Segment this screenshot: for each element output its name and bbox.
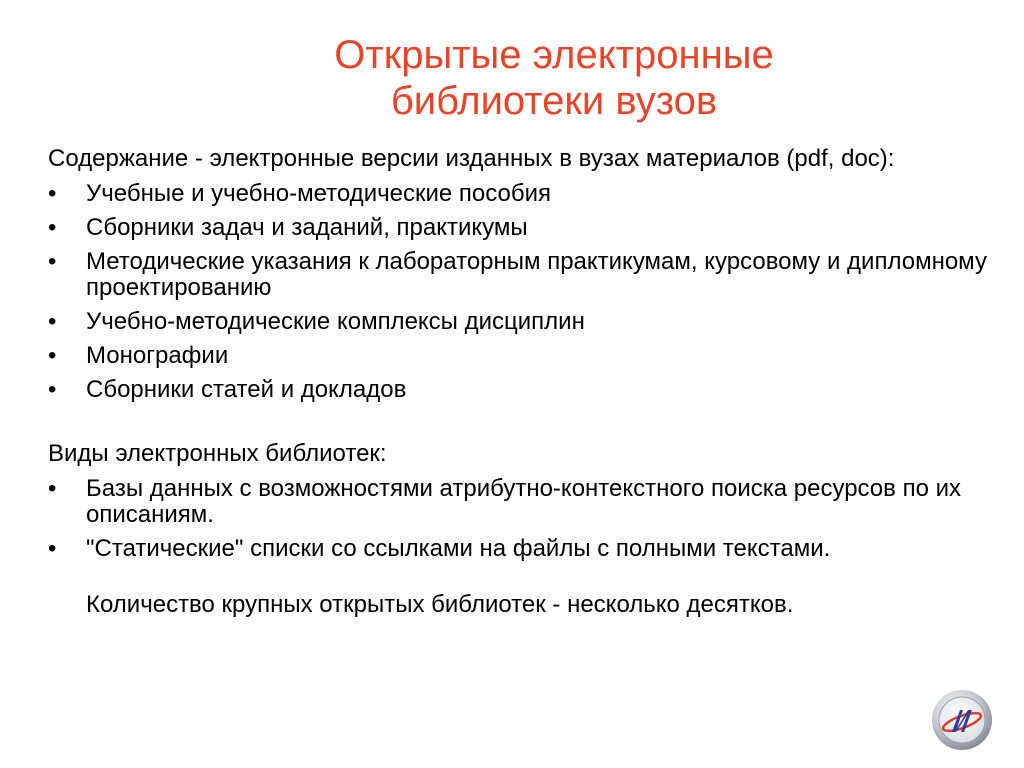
bullet-icon: •	[48, 535, 57, 562]
list-item-text: Учебно-методические комплексы дисциплин	[86, 308, 585, 335]
bullet-icon: •	[48, 180, 57, 207]
list-item-text: Учебные и учебно-методические пособия	[86, 180, 551, 207]
list-item	[48, 249, 988, 301]
list-item	[48, 181, 988, 207]
bullet-icon: •	[48, 475, 57, 502]
slide-title	[0, 32, 1024, 124]
section-2-list	[48, 476, 988, 562]
list-item	[48, 476, 988, 528]
section-spacer	[48, 411, 988, 441]
bullet-icon: •	[48, 308, 57, 335]
bullet-icon: •	[48, 248, 57, 275]
list-item	[48, 309, 988, 335]
list-item-text: Методические указания к лабораторным практикумам, курсовому и дипломному проектированию	[86, 248, 987, 301]
title-line-2: библиотеки вузов	[390, 79, 718, 123]
bullet-icon: •	[48, 214, 57, 241]
section-1-intro: Содержание - электронные версии изданных в вузах материалов (pdf, doc):	[48, 145, 895, 172]
list-item	[48, 343, 988, 369]
list-item	[48, 536, 988, 562]
slide-content	[48, 146, 988, 618]
title-line-1: Открытые электронные	[334, 33, 774, 77]
bullet-icon: •	[48, 342, 57, 369]
emblem-logo-icon	[930, 688, 994, 752]
section-2-intro: Виды электронных библиотек:	[48, 440, 387, 467]
list-item-text: Сборники статей и докладов	[86, 376, 407, 403]
list-item-text: "Статические" списки со ссылками на файлы с полными текстами.	[86, 535, 831, 562]
list-item-text: Базы данных с возможностями атрибутно-контекстного поиска ресурсов по их описаниям.	[86, 475, 961, 528]
closing-note: Количество крупных открытых библиотек - несколько десятков.	[86, 591, 794, 618]
section-1-list	[48, 181, 988, 403]
list-item	[48, 215, 988, 241]
list-item-text: Сборники задач и заданий, практикумы	[86, 214, 528, 241]
bullet-icon: •	[48, 376, 57, 403]
list-item	[48, 377, 988, 403]
list-item-text: Монографии	[86, 342, 229, 369]
